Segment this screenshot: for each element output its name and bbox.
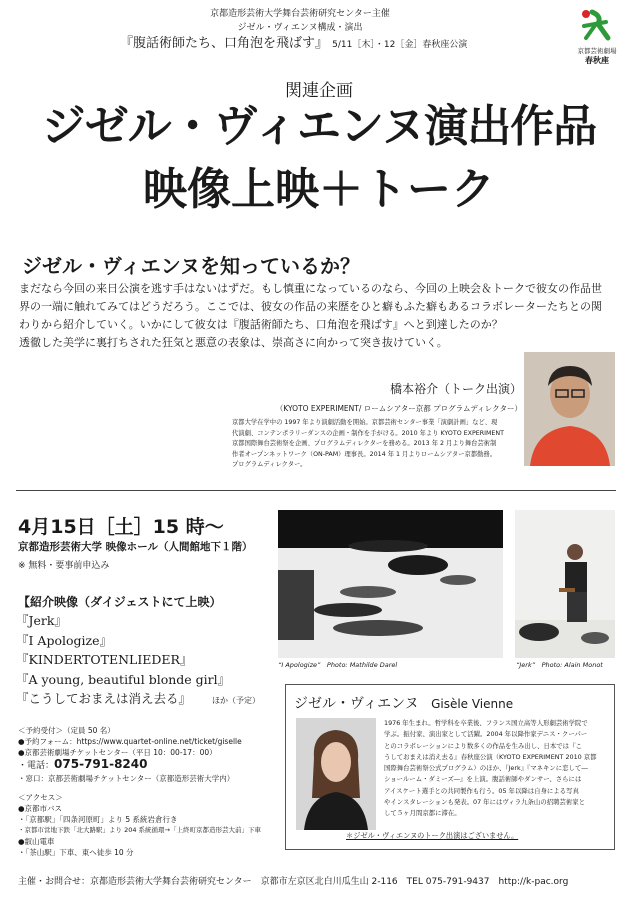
artist-bio-line: とのコラボレーションにより数多くの作品を生み出し、日本では『こ bbox=[384, 741, 582, 750]
artist-bio-line: 国際舞台芸術祭公式プログラム）のほか、『Jerk』『マネキンに恋して― bbox=[384, 764, 588, 773]
artist-name-fr: Gisèle Vienne bbox=[431, 697, 514, 711]
booking-phone[interactable]: 075-791-8240 bbox=[54, 757, 148, 771]
intro-body bbox=[19, 280, 624, 352]
speaker-name: 橋本裕介（トーク出演） bbox=[389, 382, 522, 396]
speaker-role: （KYOTO EXPERIMENT/ ロームシアター京都 プログラムディレクター） bbox=[275, 404, 522, 413]
film-item: 『I Apologize』 bbox=[16, 632, 112, 648]
event-venue: 京都造形芸術大学 映像ホール（人間館地下１階） bbox=[18, 541, 253, 553]
artist-bio-line: 1976 年生まれ。哲学科を卒業後、フランス国立高等人形劇芸術学院で bbox=[384, 719, 588, 727]
booking-window: ・窓口：京都芸術劇場チケットセンター（京都造形芸術大学内） bbox=[18, 774, 235, 783]
artist-bio-line: 学ぶ。振付家、演出家として活躍。2004 年以降作家デニス・クーパー bbox=[384, 730, 588, 739]
main-title-line2: 映像上映＋トーク bbox=[143, 164, 495, 215]
event-note: ※ 無料・要事前申込み bbox=[18, 561, 110, 571]
film-item: 『こうしておまえは消え去る』 bbox=[16, 691, 192, 706]
performance-dates: 5/11［木］・12［金］春秋座公演 bbox=[332, 40, 468, 50]
logo-text-1: 京都芸術劇場 bbox=[577, 47, 617, 55]
shunjuza-logo-icon bbox=[572, 8, 622, 42]
artist-name-jp: ジゼル・ヴィエンヌ bbox=[294, 696, 419, 712]
speaker-bio-line: 京都大学在学中の 1997 年より演劇活動を開始。京都芸術センター事業「演劇計画」など、現 bbox=[232, 419, 498, 426]
access-line: ●京都市バス bbox=[18, 804, 63, 813]
film-item: 『KINDERTOTENLIEDER』 bbox=[16, 652, 193, 667]
access-line: ・京都市営地下鉄「北大路駅」より 204 系統循環→「上終町京都造形芸大前」下車 bbox=[18, 826, 261, 834]
divider bbox=[16, 490, 616, 491]
speaker-bio-line: 代演劇、コンテンポラリーダンスの企画・制作を手がける。2010 年より KYOTO EXPERIMENT bbox=[232, 429, 504, 437]
speaker-bio-line: プログラムディレクター。 bbox=[232, 461, 307, 468]
film-item: 『Jerk』 bbox=[16, 613, 67, 628]
intro-line: わりから紹介していく。いかにして彼女は『腹話術師たち、口角泡を飛ばす』へと到達したのか？ bbox=[19, 318, 503, 331]
organizer-line: 京都造形芸術大学舞台芸術研究センター主催 bbox=[210, 9, 390, 19]
films-more: ほか（予定） bbox=[212, 696, 260, 705]
credit-line: ジゼル・ヴィエンヌ構成・演出 bbox=[237, 23, 363, 33]
performance-line bbox=[120, 32, 540, 51]
booking-heading: ＜予約受付＞（定員 50 名） bbox=[18, 726, 115, 735]
intro-line: 界の一端に触れてみてはどうだろう。ここでは、彼女の作品の来歴をひと癖もふた癖もあるコラボレーターたちとの関 bbox=[19, 300, 602, 313]
performance-photo-icon bbox=[278, 510, 503, 658]
artist-note: ＊ジゼル・ヴィエンヌのトーク出演はございません。 bbox=[346, 831, 519, 840]
speaker-bio-line: 作者オープンネットワーク（ON-PAM）理事長。2014 年 1 月よりロームシアター京都勤務。 bbox=[232, 450, 497, 458]
artist-bio-line: ショールーム・ダミーズ―』を上演。腹話術師やダンサー、さらには bbox=[384, 775, 582, 784]
speaker-photo bbox=[524, 352, 615, 466]
artist-name bbox=[294, 693, 614, 713]
access-line: ●叡山電車 bbox=[18, 837, 55, 846]
artist-portrait-icon bbox=[296, 718, 376, 830]
speaker-bio bbox=[232, 418, 522, 471]
access-info bbox=[18, 792, 288, 858]
event-date: 4月15日［土］15 時〜 bbox=[18, 516, 224, 538]
performance-photo-icon bbox=[515, 510, 615, 658]
main-title-line1: ジゼル・ヴィエンヌ演出作品 bbox=[41, 101, 597, 152]
artist-bio-line: うしておまえは消え去る』春秋座公演（KYOTO EXPERIMENT 2010 京都 bbox=[384, 752, 597, 761]
photo-i-apologize bbox=[278, 510, 503, 658]
film-item: 『A young, beautiful blonde girl』 bbox=[16, 671, 231, 687]
booking-info bbox=[18, 725, 288, 784]
caption-i-apologize: “I Apologize” Photo: Mathilde Darel bbox=[278, 661, 398, 669]
artist-bio-line: やインスタレーションも発表。07 年にはヴィラ九条山の招聘芸術家と bbox=[384, 798, 586, 807]
speaker-bio-line: 京都国際舞台芸術祭を企画、プログラムディレクターを務める。2013 年 2 月より舞台芸術制 bbox=[232, 440, 497, 447]
booking-phone-label: ・電話： bbox=[18, 761, 55, 771]
films-heading: 【紹介映像（ダイジェストにて上映） bbox=[18, 595, 222, 609]
intro-heading: ジゼル・ヴィエンヌを知っているか？ bbox=[22, 254, 360, 278]
footer-contact: 主催・お問合せ：京都造形芸術大学舞台芸術研究センター 京都市左京区北白川瓜生山 2-116 TEL 075-791-9437 http://k-pac.org bbox=[18, 877, 569, 887]
access-line: ・「茶山駅」下車、東へ徒歩 10 分 bbox=[18, 848, 134, 857]
speaker-portrait-icon bbox=[524, 352, 615, 466]
performance-title: 『腹話術師たち、口角泡を飛ばす』 bbox=[120, 36, 329, 51]
artist-bio-line: アイスケート選手との共同製作も行う。05 年以降は自身による写真 bbox=[384, 786, 579, 795]
artist-box bbox=[285, 684, 615, 850]
photo-jerk bbox=[515, 510, 615, 658]
kicker: 関連企画 bbox=[285, 81, 353, 101]
booking-center: ●京都芸術劇場チケットセンター（平日 10：00-17：00） bbox=[18, 748, 217, 757]
booking-form-link[interactable]: ●予約フォーム：https://www.quartet-online.net/ticket/giselle bbox=[18, 737, 242, 746]
artist-photo bbox=[296, 718, 376, 830]
access-heading: ＜アクセス＞ bbox=[18, 793, 63, 802]
booking-phone-line bbox=[18, 758, 288, 773]
caption-jerk: “Jerk” Photo: Alain Monot bbox=[516, 661, 603, 669]
theater-logo bbox=[572, 8, 622, 70]
logo-text-2: 春秋座 bbox=[585, 55, 609, 65]
intro-line: まだなら今回の来日公演を逃す手はないはずだ。もし慎重になっているのなら、今回の上映会＆トークで彼女の作品世 bbox=[19, 282, 602, 295]
artist-bio bbox=[384, 718, 612, 820]
intro-line: 透徹した美学に裏打ちされた狂気と悪意の表象は、崇高さに向かって突き抜けていく。 bbox=[19, 336, 448, 349]
access-line: ・「京都駅」「四条河原町」より 5 系統岩倉行き bbox=[18, 815, 178, 824]
artist-bio-line: して５ヶ月間京都に滞在。 bbox=[384, 809, 461, 818]
film-list bbox=[16, 611, 256, 709]
